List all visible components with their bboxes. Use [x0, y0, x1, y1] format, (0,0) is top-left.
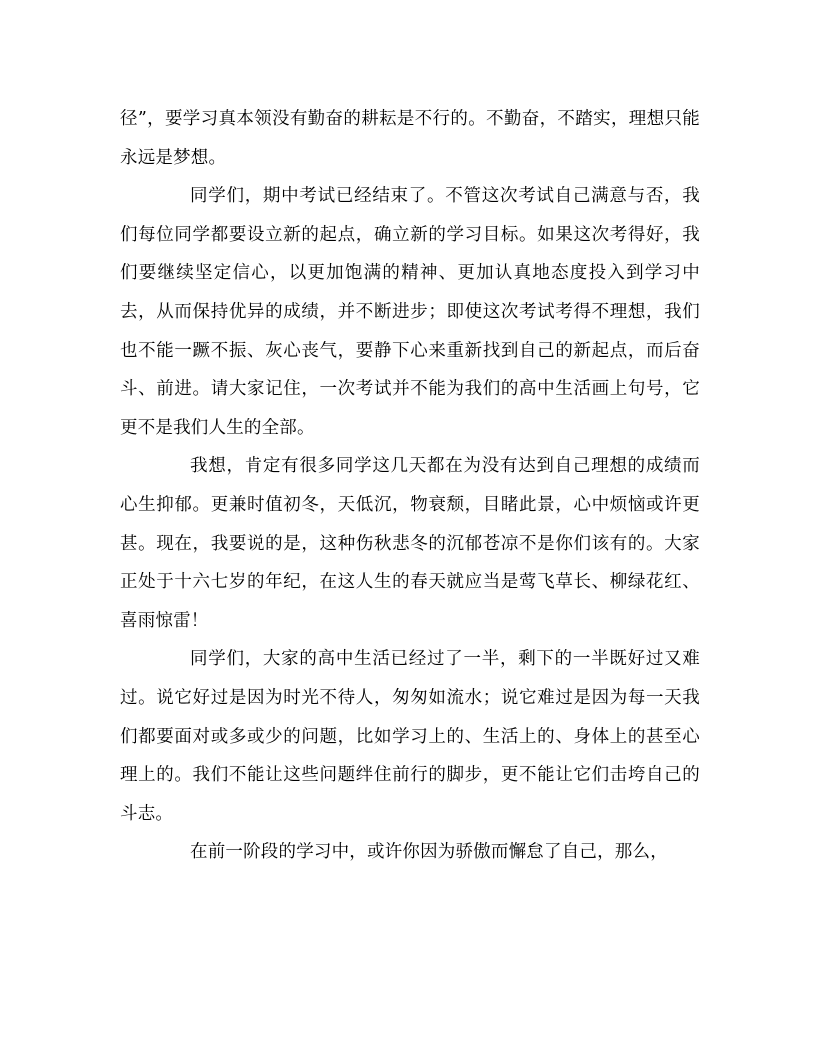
paragraph-1: 径”，要学习真本领没有勤奋的耕耘是不行的。不勤奋，不踏实，理想只能永远是梦想。 [120, 109, 700, 168]
paragraph-2: 同学们，期中考试已经结束了。不管这次考试自己满意与否，我们每位同学都要设立新的起点，确立新的学习目标。如果这次考得好，我们要继续坚定信心，以更加饱满的精神、更加认真地态度投入到学习中去，从而保持优异的成绩，并不断进步；即使这次考试考得不理想，我们也不能一蹶不振、灰心丧气，要静下心来重新找到自己的新起点，而后奋斗、前进。请大家记住，一次考试并不能为我们的高中生活画上句号，它更不是我们人生的全部。 [120, 186, 700, 438]
paragraph-5: 在前一阶段的学习中，或许你因为骄傲而懈怠了自己，那么， [190, 842, 668, 863]
paragraph-3: 我想，肯定有很多同学这几天都在为没有达到自己理想的成绩而心生抑郁。更兼时值初冬，天低沉，物衰颓，目睹此景，心中烦恼或许更甚。现在，我要说的是，这种伤秋悲冬的沉郁苍凉不是你们该有的。大家正处于十六七岁的年纪，在这人生的春天就应当是莺飞草长、柳绿花红、喜雨惊雷！ [120, 456, 700, 631]
document-body [120, 100, 700, 872]
paragraph-4: 同学们，大家的高中生活已经过了一半，剩下的一半既好过又难过。说它好过是因为时光不待人，匆匆如流水；说它难过是因为每一天我们都要面对或多或少的问题，比如学习上的、生活上的、身体上的甚至心理上的。我们不能让这些问题绊住前行的脚步，更不能让它们击垮自己的斗志。 [120, 649, 700, 824]
